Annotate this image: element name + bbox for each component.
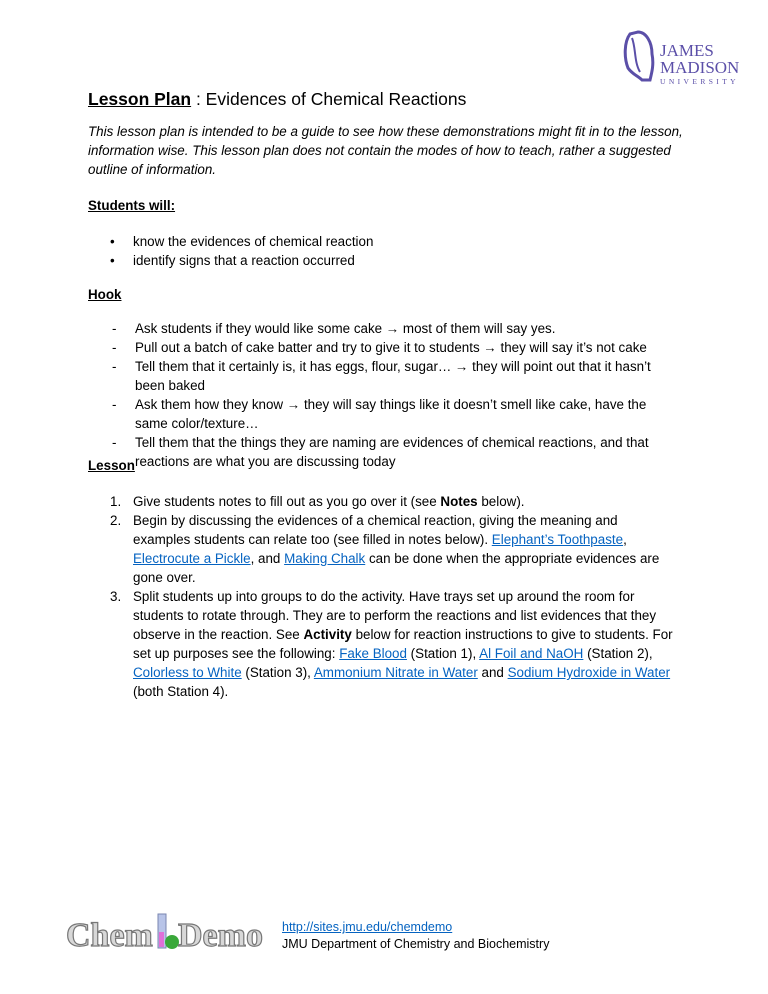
link-fake-blood[interactable]: Fake Blood xyxy=(339,646,407,661)
lesson-heading: Lesson xyxy=(88,458,135,473)
list-item: - Ask them how they know → they will say things like it doesn’t smell like cake, have the same color/texture… xyxy=(112,397,647,431)
students-heading: Students will: xyxy=(88,198,176,213)
link-making-chalk[interactable]: Making Chalk xyxy=(284,551,366,566)
hook-heading: Hook xyxy=(88,287,122,302)
dash-icon: - xyxy=(112,359,117,374)
footer xyxy=(282,919,549,953)
svg-text:MADISON: MADISON xyxy=(660,58,740,77)
list-item: - Pull out a batch of cake batter and try to give it to students → they will say it’s not cake xyxy=(112,340,647,355)
chemdemo-url-link[interactable]: http://sites.jmu.edu/chemdemo xyxy=(282,920,453,934)
link-colorless-to-white[interactable]: Colorless to White xyxy=(133,665,242,680)
hook-list xyxy=(112,319,672,471)
department-label: JMU Department of Chemistry and Biochemistry xyxy=(282,937,550,951)
dash-icon: - xyxy=(112,340,117,355)
link-sodium-hydroxide[interactable]: Sodium Hydroxide in Water xyxy=(507,665,671,680)
list-item: - Ask students if they would like some cake → most of them will say yes. xyxy=(112,321,556,336)
svg-text:Demo: Demo xyxy=(178,917,263,952)
list-item: 2. Begin by discussing the evidences of a chemical reaction, giving the meaning and examples students can relate too (see filled in notes below). Elephant’s Toothpaste, Electrocute a Pickle, and Making Chalk can be done when the appropriate evidences are gone over. xyxy=(110,513,660,585)
link-electrocute-a-pickle[interactable]: Electrocute a Pickle xyxy=(133,551,251,566)
list-item: - Tell them that the things they are naming are evidences of chemical reactions, and that reactions are what you are discussing today xyxy=(112,435,649,469)
svg-text:UNIVERSITY: UNIVERSITY xyxy=(660,77,739,86)
list-item: 1. Give students notes to fill out as you go over it (see Notes below). xyxy=(110,494,525,509)
madison-portrait-icon xyxy=(622,28,762,86)
students-list xyxy=(110,232,670,270)
page-title: Lesson Plan : Evidences of Chemical Reactions xyxy=(88,89,467,109)
lesson-list xyxy=(110,492,675,701)
svg-text:Chem: Chem xyxy=(66,917,153,952)
dash-icon: - xyxy=(112,397,117,412)
list-item: • identify signs that a reaction occurred xyxy=(110,253,355,268)
link-al-foil-naoh[interactable]: Al Foil and NaOH xyxy=(479,646,584,661)
jmu-logo xyxy=(622,28,762,86)
dash-icon: - xyxy=(112,321,117,336)
list-item: 3. Split students up into groups to do the activity. Have trays set up around the room for students to rotate through. They are to perform the reactions and list evidences that they observe in the reaction. See Activity below for reaction instructions to give to students. For set up purposes see the following: Fake Blood (Station 1), Al Foil and NaOH (Station 2), Colorless to White (Station 3), Ammonium Nitrate in Water and Sodium Hydroxide in Water (both Station 4). xyxy=(110,589,673,699)
dash-icon: - xyxy=(112,435,117,450)
list-item: - Tell them that it certainly is, it has eggs, flour, sugar… → they will point out that it hasn’t been baked xyxy=(112,359,651,393)
bullet-icon: • xyxy=(110,253,115,268)
chemdemo-logo xyxy=(66,910,281,957)
svg-text:JAMES: JAMES xyxy=(660,41,714,60)
chemdemo-flask-icon xyxy=(66,910,281,952)
link-elephants-toothpaste[interactable]: Elephant’s Toothpaste xyxy=(491,532,624,547)
bullet-icon: • xyxy=(110,234,115,249)
list-item: • know the evidences of chemical reaction xyxy=(110,234,374,249)
link-ammonium-nitrate[interactable]: Ammonium Nitrate in Water xyxy=(313,665,478,680)
intro-paragraph: This lesson plan is intended to be a guide to see how these demonstrations might fit in to the lesson, information wise. This lesson plan does not contain the modes of how to teach, rather a suggested outline of information. xyxy=(88,124,683,177)
